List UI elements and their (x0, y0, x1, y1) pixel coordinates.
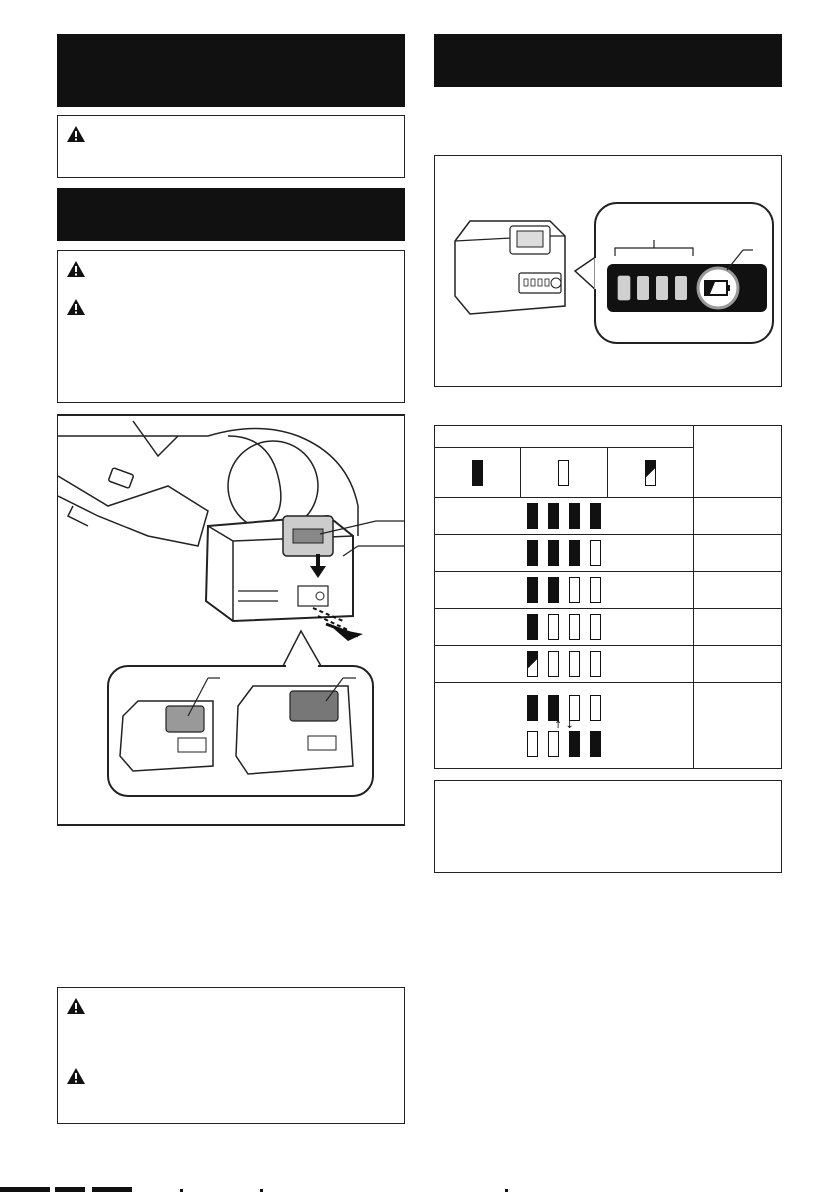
remaining-capacity-cell (693, 498, 781, 535)
remaining-capacity-cell (693, 683, 781, 769)
table-row (435, 609, 782, 646)
alternating-arrows-icon: ↑ ↓ (553, 719, 574, 731)
warning-triangle-icon (66, 298, 86, 316)
table-header-remaining (693, 426, 781, 498)
remaining-capacity-cell (693, 572, 781, 609)
warning-triangle-icon (66, 1067, 86, 1085)
section-header-left-2 (57, 188, 405, 241)
lamp-lit-icon (472, 460, 483, 486)
remaining-capacity-cell (693, 646, 781, 683)
caution-box-1 (57, 115, 405, 178)
table-header-lamps (435, 426, 694, 448)
legend-lit (435, 448, 521, 498)
warning-triangle-icon (66, 125, 86, 143)
note-box (434, 780, 782, 873)
warning-triangle-icon (66, 260, 86, 278)
lamp-off-icon (558, 460, 569, 486)
battery-indicator-illustration (434, 155, 782, 387)
section-header-right-1 (434, 34, 782, 87)
warning-triangle-icon (66, 997, 86, 1015)
indicator-status-table (434, 425, 782, 769)
section-header-left-1 (57, 34, 405, 107)
caution-box-3 (57, 987, 405, 1124)
battery-install-illustration (57, 414, 405, 826)
table-row (435, 572, 782, 609)
legend-blinking (607, 448, 693, 498)
legend-off (521, 448, 607, 498)
page-footer-marks (0, 1183, 840, 1192)
remaining-capacity-cell (693, 535, 781, 572)
table-row (435, 683, 782, 769)
remaining-capacity-cell (693, 609, 781, 646)
caution-box-2 (57, 250, 405, 403)
table-row (435, 646, 782, 683)
lamp-blinking-icon (645, 460, 656, 486)
table-row (435, 498, 782, 535)
table-row (435, 535, 782, 572)
